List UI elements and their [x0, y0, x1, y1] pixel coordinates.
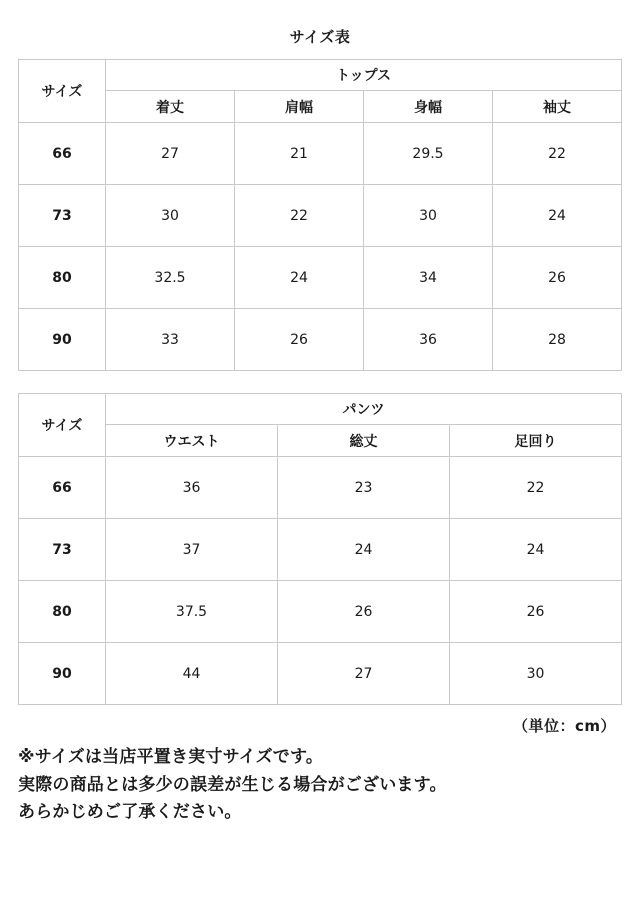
table-row [19, 185, 622, 247]
table-row [19, 643, 622, 705]
table-subheader-row [19, 91, 622, 123]
tops-row-2-size: 80 [19, 247, 106, 309]
table-row [19, 581, 622, 643]
tops-row-2-cell-3: 26 [493, 247, 622, 309]
table-row [19, 519, 622, 581]
table-row [19, 457, 622, 519]
pants-row-3-size: 90 [19, 643, 106, 705]
pants-column-header-0: ウエスト [106, 425, 278, 457]
tops-column-header-1: 肩幅 [235, 91, 364, 123]
table-row [19, 309, 622, 371]
tops-row-1-cell-2: 30 [364, 185, 493, 247]
pants-row-0-cell-2: 22 [450, 457, 622, 519]
notes-block [18, 736, 622, 827]
note-line-2: あらかじめご了承ください。 [18, 802, 242, 823]
tops-group-header: トップス [106, 60, 622, 91]
pants-row-1-cell-1: 24 [278, 519, 450, 581]
tops-column-header-0: 着丈 [106, 91, 235, 123]
tops-row-3-cell-1: 26 [235, 309, 364, 371]
table-header-row [19, 394, 622, 425]
tops-row-2-cell-2: 34 [364, 247, 493, 309]
tops-row-1-cell-0: 30 [106, 185, 235, 247]
note-line-1: 実際の商品とは多少の誤差が生じる場合がございます。 [18, 774, 447, 795]
tops-row-0-cell-0: 27 [106, 123, 235, 185]
tops-row-0-size: 66 [19, 123, 106, 185]
tops-row-3-cell-0: 33 [106, 309, 235, 371]
tops-row-0-cell-1: 21 [235, 123, 364, 185]
table-row [19, 123, 622, 185]
note-line-0: ※サイズは当店平置き実寸サイズです。 [18, 747, 324, 767]
tops-row-2-cell-1: 24 [235, 247, 364, 309]
tops-column-header-3: 袖丈 [493, 91, 622, 123]
tops-row-1-size: 73 [19, 185, 106, 247]
table-subheader-row [19, 425, 622, 457]
page-title: サイズ表 [289, 28, 351, 46]
pants-size-header: サイズ [19, 394, 106, 457]
pants-column-header-1: 総丈 [278, 425, 450, 457]
tops-row-1-cell-3: 24 [493, 185, 622, 247]
pants-row-2-cell-2: 26 [450, 581, 622, 643]
pants-row-0-size: 66 [19, 457, 106, 519]
pants-row-2-cell-0: 37.5 [106, 581, 278, 643]
pants-row-1-size: 73 [19, 519, 106, 581]
tops-column-header-2: 身幅 [364, 91, 493, 123]
pants-row-1-cell-2: 24 [450, 519, 622, 581]
tops-row-3-size: 90 [19, 309, 106, 371]
pants-group-header: パンツ [106, 394, 622, 425]
tops-size-header: サイズ [19, 60, 106, 123]
tops-row-2-cell-0: 32.5 [106, 247, 235, 309]
tops-row-3-cell-2: 36 [364, 309, 493, 371]
table-header-row [19, 60, 622, 91]
pants-row-3-cell-1: 27 [278, 643, 450, 705]
pants-row-3-cell-0: 44 [106, 643, 278, 705]
pants-row-2-size: 80 [19, 581, 106, 643]
tops-row-3-cell-3: 28 [493, 309, 622, 371]
table-spacer [18, 371, 622, 393]
tops-row-0-cell-2: 29.5 [364, 123, 493, 185]
pants-row-0-cell-1: 23 [278, 457, 450, 519]
pants-row-0-cell-0: 36 [106, 457, 278, 519]
tops-row-1-cell-1: 22 [235, 185, 364, 247]
tops-size-table [18, 59, 622, 371]
tops-row-0-cell-3: 22 [493, 123, 622, 185]
pants-column-header-2: 足回り [450, 425, 622, 457]
pants-row-2-cell-1: 26 [278, 581, 450, 643]
pants-size-table [18, 393, 622, 705]
pants-row-3-cell-2: 30 [450, 643, 622, 705]
unit-note: （単位：cm） [512, 717, 616, 735]
table-row [19, 247, 622, 309]
pants-row-1-cell-0: 37 [106, 519, 278, 581]
